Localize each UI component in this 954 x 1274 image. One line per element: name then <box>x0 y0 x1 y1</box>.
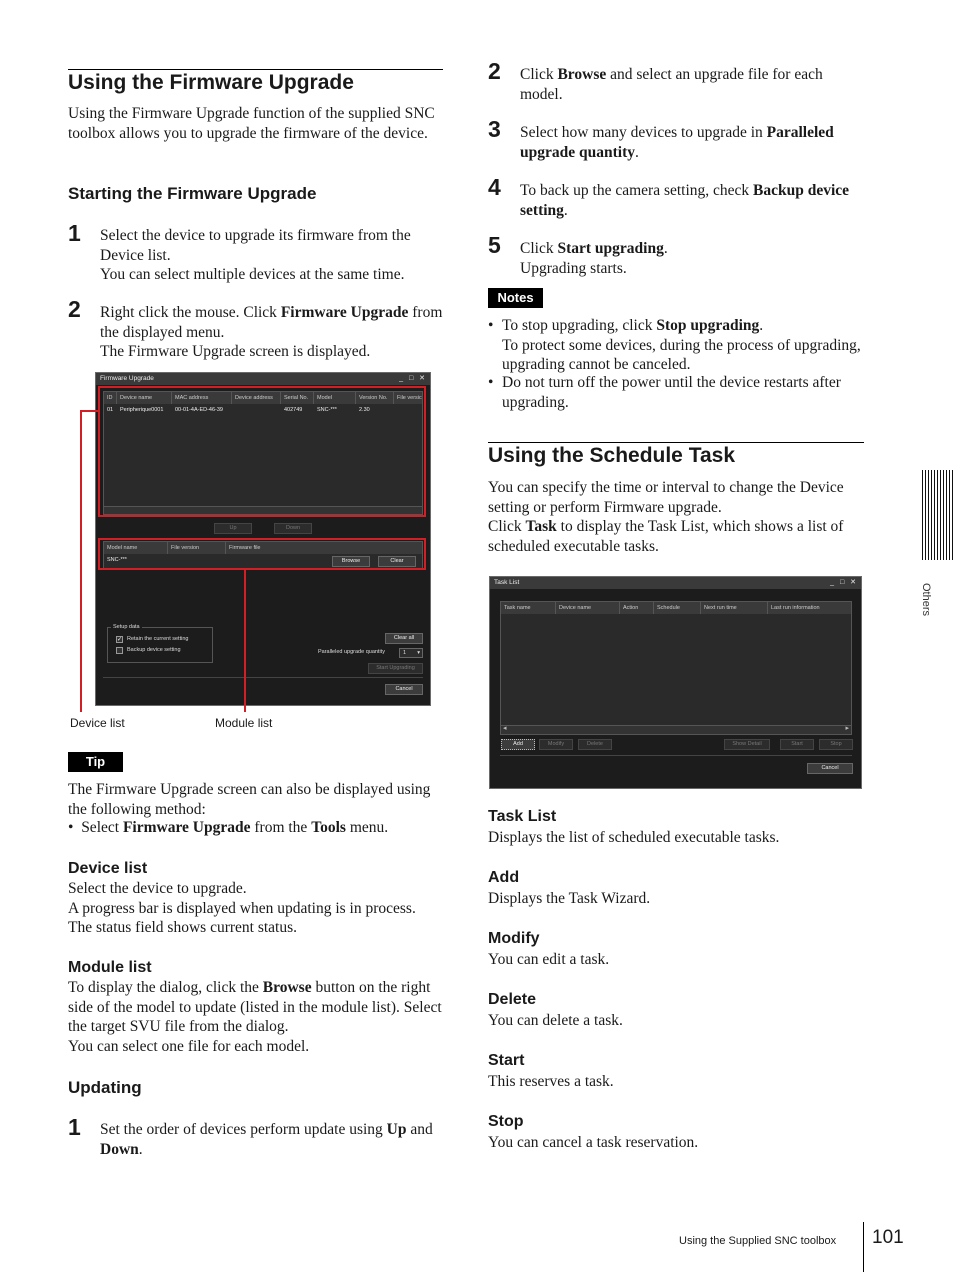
intro-bold: Task <box>525 518 557 535</box>
horizontal-scrollbar[interactable] <box>501 725 851 734</box>
step-number: 5 <box>488 232 501 258</box>
column-header[interactable]: Action <box>620 602 654 614</box>
column-header[interactable]: File version <box>168 542 226 554</box>
step-bold: Firmware Upgrade <box>280 304 409 321</box>
note-1 <box>502 316 864 375</box>
bullet: • <box>488 374 494 391</box>
desc-line: You can select one file for each model. <box>68 1037 310 1055</box>
table-cell[interactable]: 402749 <box>284 407 303 413</box>
def-desc: Displays the list of scheduled executable tasks. <box>488 829 780 846</box>
column-header[interactable]: Schedule <box>654 602 701 614</box>
intro-text: Click <box>488 518 526 535</box>
step-text: . <box>663 240 668 257</box>
desc-part: To display the dialog, click the <box>68 979 263 996</box>
setup-data-label: Setup data <box>113 624 140 630</box>
step-text: Upgrading starts. <box>520 259 627 277</box>
module-list-desc <box>68 978 443 1056</box>
def-term: Start <box>488 1052 525 1069</box>
cancel-button[interactable]: Cancel <box>807 763 853 774</box>
caption-module-list: Module list <box>215 716 273 730</box>
parallel-value: 1 <box>403 650 407 656</box>
column-header[interactable]: Device name <box>117 392 172 404</box>
column-header[interactable]: MAC address <box>172 392 232 404</box>
step-2-right-text <box>520 65 864 104</box>
step-2-text <box>100 303 445 362</box>
table-cell[interactable]: 2.30 <box>359 407 370 413</box>
chevron-right-icon[interactable]: ▸ <box>845 725 849 732</box>
page-number: 101 <box>872 1227 904 1248</box>
desc-part: button on the right side of the model to update (listed in the module list). Select the target SVU file from the dialog. <box>68 979 442 1035</box>
parallel-quantity-select[interactable] <box>399 648 423 658</box>
column-header[interactable]: Model <box>314 392 356 404</box>
down-button[interactable]: Down <box>274 523 312 534</box>
browse-button[interactable]: Browse <box>332 556 370 567</box>
def-term: Delete <box>488 991 537 1008</box>
module-list-highlight <box>98 538 426 570</box>
step-text: Right click the mouse. Click <box>100 304 281 321</box>
table-cell[interactable]: SNC-*** <box>107 557 127 563</box>
intro-text: to display the Task List, which shows a list of scheduled executable tasks. <box>488 518 844 555</box>
up-button[interactable]: Up <box>214 523 252 534</box>
column-header[interactable]: Device name <box>556 602 620 614</box>
subsection-title-starting: Starting the Firmware Upgrade <box>68 184 317 203</box>
tip-badge: Tip <box>68 752 123 772</box>
section-title-firmware: Using the Firmware Upgrade <box>68 71 354 94</box>
def-term: Add <box>488 869 520 886</box>
stop-button[interactable]: Stop <box>819 739 853 750</box>
callout-line <box>80 410 82 712</box>
add-button[interactable]: Add <box>501 739 535 750</box>
window-title: Firmware Upgrade <box>96 373 430 385</box>
def-term: Stop <box>488 1113 524 1130</box>
setup-data-group <box>107 624 213 663</box>
device-list-highlight <box>98 386 426 517</box>
step-number: 1 <box>68 220 81 246</box>
caption-device-list: Device list <box>70 716 125 730</box>
note-2: Do not turn off the power until the device restarts after upgrading. <box>502 374 841 411</box>
def-desc: You can edit a task. <box>488 951 610 968</box>
def-desc: Displays the Task Wizard. <box>488 890 651 907</box>
column-header[interactable]: Version No. <box>356 392 394 404</box>
start-button[interactable]: Start <box>780 739 814 750</box>
callout-line <box>244 569 246 712</box>
window-title: Task List <box>490 577 861 589</box>
step-bold: Start upgrading <box>557 240 664 257</box>
table-cell[interactable]: SNC-*** <box>317 407 337 413</box>
desc-bold: Browse <box>262 979 312 996</box>
step-number: 3 <box>488 116 501 142</box>
clear-all-button[interactable]: Clear all <box>385 633 423 644</box>
delete-button[interactable]: Delete <box>578 739 612 750</box>
step-text: To back up the camera setting, check <box>520 182 754 199</box>
tip-text-part: from the <box>250 819 312 836</box>
desc-line: The status field shows current status. <box>68 919 298 936</box>
step-number: 1 <box>68 1114 81 1140</box>
tip-text-part: Select <box>81 819 123 836</box>
column-header[interactable]: Serial No. <box>281 392 314 404</box>
column-header[interactable]: Device address <box>232 392 281 404</box>
tip-bold: Firmware Upgrade <box>122 819 251 836</box>
backup-checkbox[interactable] <box>116 647 123 654</box>
table-cell[interactable]: 00-01-4A-ED-46-39 <box>175 407 223 413</box>
column-header[interactable]: File versic <box>394 392 423 404</box>
table-cell[interactable]: Peripherique0001 <box>120 407 164 413</box>
clear-button[interactable]: Clear <box>378 556 416 567</box>
def-desc: This reserves a task. <box>488 1073 614 1090</box>
note-text: . <box>759 317 764 334</box>
step-1-line: You can select multiple devices at the same time. <box>100 266 405 283</box>
section-title-schedule: Using the Schedule Task <box>488 444 736 467</box>
side-tab-label: Others <box>920 583 932 617</box>
divider <box>103 677 423 678</box>
step-1-text <box>100 226 445 285</box>
note-text: To stop upgrading, click <box>502 317 657 334</box>
side-tab-stripes <box>922 470 954 560</box>
column-header[interactable]: Task name <box>501 602 556 614</box>
chevron-down-icon: ▾ <box>417 650 420 656</box>
intro-text: You can specify the time or interval to change the Device setting or perform Firmware upgrade. <box>488 479 844 516</box>
device-list-desc <box>68 879 448 938</box>
def-desc: You can cancel a task reservation. <box>488 1134 699 1151</box>
parallel-label: Paralleled upgrade quantity <box>318 649 385 655</box>
column-header[interactable]: ID <box>104 392 117 404</box>
task-list-window <box>489 576 862 789</box>
firmware-intro: Using the Firmware Upgrade function of the supplied SNC toolbox allows you to upgrade the firmware of the device. <box>68 105 435 142</box>
def-term: Modify <box>488 930 540 947</box>
callout-line <box>80 410 99 412</box>
step-4-text <box>520 181 864 220</box>
step-5-text <box>520 239 864 278</box>
step-text: The Firmware Upgrade screen is displayed. <box>100 343 371 360</box>
step-text: and select an upgrade file for each model. <box>520 66 823 103</box>
retain-checkbox[interactable]: ✓ <box>117 637 123 643</box>
def-term: Task List <box>488 808 557 825</box>
step-text: . <box>138 1140 143 1158</box>
step-bold: Backup device setting <box>520 182 850 219</box>
module-list-heading: Module list <box>68 959 152 976</box>
step-text: Select how many devices to upgrade in <box>520 124 767 141</box>
bullet: • <box>488 317 494 334</box>
backup-label: Backup device setting <box>127 647 181 653</box>
divider <box>500 755 852 756</box>
step-text: . <box>635 143 639 161</box>
column-header[interactable]: Last run information <box>768 602 852 614</box>
step-bold: Down <box>100 1140 139 1158</box>
show-detail-button[interactable]: Show Detail <box>724 739 770 750</box>
updating-heading: Updating <box>68 1078 142 1097</box>
device-list-heading: Device list <box>68 860 148 877</box>
step-bold: Browse <box>557 66 607 83</box>
step-text: and <box>406 1121 433 1138</box>
modify-button[interactable]: Modify <box>539 739 573 750</box>
desc-line: A progress bar is displayed when updating is in process. <box>68 899 416 917</box>
step-text: Click <box>520 66 558 83</box>
step-3-text <box>520 123 864 162</box>
chevron-left-icon[interactable]: ◂ <box>503 725 507 732</box>
footer-divider <box>863 1222 864 1272</box>
retain-label: Retain the current setting <box>127 636 189 642</box>
step-number: 4 <box>488 174 501 200</box>
def-desc: You can delete a task. <box>488 1012 623 1029</box>
footer-section: Using the Supplied SNC toolbox <box>679 1235 837 1247</box>
step-text: from the displayed menu. <box>100 304 443 341</box>
table-cell[interactable]: 01 <box>107 407 114 413</box>
step-text: . <box>563 201 568 219</box>
task-list-grid[interactable] <box>500 601 852 735</box>
start-upgrading-button[interactable]: Start Upgrading <box>368 663 423 674</box>
step-text: Click <box>520 240 558 257</box>
step-number: 2 <box>68 296 81 322</box>
tip-bullet: • Select Firmware Upgrade from the Tools menu. <box>68 819 389 836</box>
updating-step-text <box>100 1120 445 1159</box>
step-bold: Up <box>386 1121 407 1138</box>
window-controls[interactable]: _ □ ✕ <box>830 579 858 586</box>
column-header[interactable]: Model name <box>104 542 168 554</box>
column-header[interactable]: Firmware file <box>226 542 423 554</box>
step-number: 2 <box>488 58 501 84</box>
tip-bold: Tools <box>311 819 346 836</box>
window-controls[interactable]: _ □ ✕ <box>399 375 427 382</box>
note-bold: Stop upgrading <box>656 317 760 334</box>
step-1-line: Select the device to upgrade its firmware from the Device list. <box>100 227 411 264</box>
schedule-intro <box>488 478 864 556</box>
note-text: To protect some devices, during the process of upgrading, upgrading cannot be canceled. <box>502 336 861 373</box>
tip-text-part: menu. <box>345 819 389 836</box>
step-bold: Paralleled upgrade quantity <box>520 124 834 161</box>
step-text: Set the order of devices perform update using <box>100 1121 387 1138</box>
column-header[interactable]: Next run time <box>701 602 768 614</box>
tip-text: The Firmware Upgrade screen can also be displayed using the following method: <box>68 781 431 818</box>
cancel-button[interactable]: Cancel <box>385 684 423 695</box>
desc-line: Select the device to upgrade. <box>68 880 247 897</box>
notes-badge: Notes <box>488 288 543 308</box>
